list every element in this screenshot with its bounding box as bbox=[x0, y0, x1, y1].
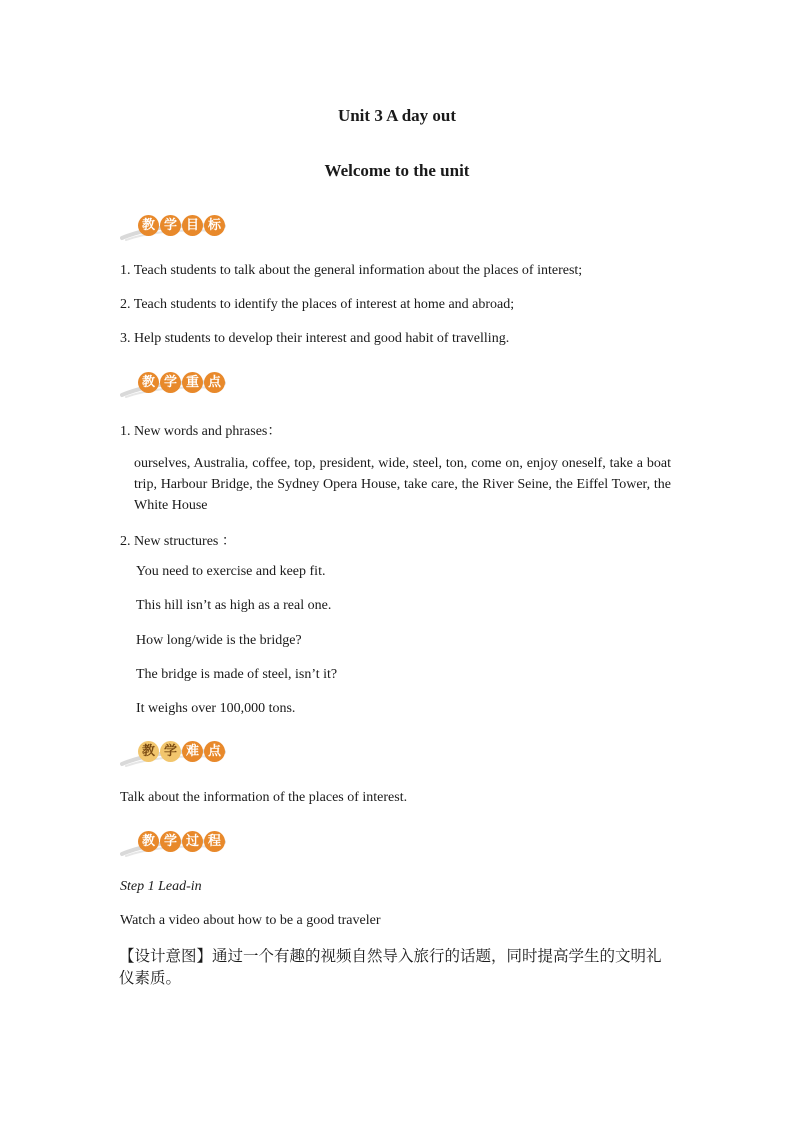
badge-char: 教 bbox=[138, 372, 159, 393]
badge-char: 教 bbox=[138, 741, 159, 762]
structure-line: It weighs over 100,000 tons. bbox=[136, 701, 296, 716]
difficulty-text: Talk about the information of the places of interest. bbox=[120, 790, 408, 805]
badge-char: 教 bbox=[138, 831, 159, 852]
badge-char: 学 bbox=[160, 215, 181, 236]
structure-line: The bridge is made of steel, isn’t it? bbox=[136, 667, 338, 682]
key-points-badge bbox=[120, 369, 230, 399]
badge-char: 程 bbox=[204, 831, 225, 852]
objective-item: 2. Teach students to identify the places of interest at home and abroad; bbox=[120, 297, 515, 312]
objective-item: 3. Help students to develop their interest and good habit of travelling. bbox=[120, 331, 510, 346]
structure-line: How long/wide is the bridge? bbox=[136, 633, 302, 648]
process-badge bbox=[120, 828, 230, 858]
page-subtitle: Welcome to the unit bbox=[324, 161, 470, 180]
design-note: 【设计意图】通过一个有趣的视频自然导入旅行的话题，同时提高学生的文明礼仪素质。 bbox=[119, 947, 662, 987]
badge-char: 学 bbox=[160, 741, 181, 762]
page-title: Unit 3 A day out bbox=[337, 106, 457, 125]
objective-item: 1. Teach students to talk about the general information about the places of interest; bbox=[120, 263, 583, 278]
badge-char: 学 bbox=[160, 372, 181, 393]
key-point-heading: 2. New structures ： bbox=[120, 534, 236, 549]
structure-line: This hill isn’t as high as a real one. bbox=[136, 598, 332, 613]
structure-line: You need to exercise and keep fit. bbox=[136, 564, 326, 579]
step-title: Step 1 Lead-in bbox=[120, 879, 202, 894]
badge-char: 教 bbox=[138, 215, 159, 236]
step-text: Watch a video about how to be a good traveler bbox=[120, 913, 381, 928]
badge-char: 目 bbox=[182, 215, 203, 236]
difficulties-badge bbox=[120, 738, 230, 768]
badge-char: 难 bbox=[182, 741, 203, 762]
badge-char: 过 bbox=[182, 831, 203, 852]
key-point-heading: 1. New words and phrases： bbox=[120, 424, 282, 439]
badge-char: 学 bbox=[160, 831, 181, 852]
badge-char: 点 bbox=[204, 741, 225, 762]
badge-char: 标 bbox=[204, 215, 225, 236]
objectives-badge bbox=[120, 212, 230, 242]
vocab-paragraph: ourselves, Australia, coffee, top, president, wide, steel, ton, come on, enjoy oneself, take a boat trip, Harbour Bridge, the Sydney Opera House, take care, the River Seine, the Eiffel Tower, the White House bbox=[134, 456, 671, 513]
badge-char: 点 bbox=[204, 372, 225, 393]
badge-char: 重 bbox=[182, 372, 203, 393]
